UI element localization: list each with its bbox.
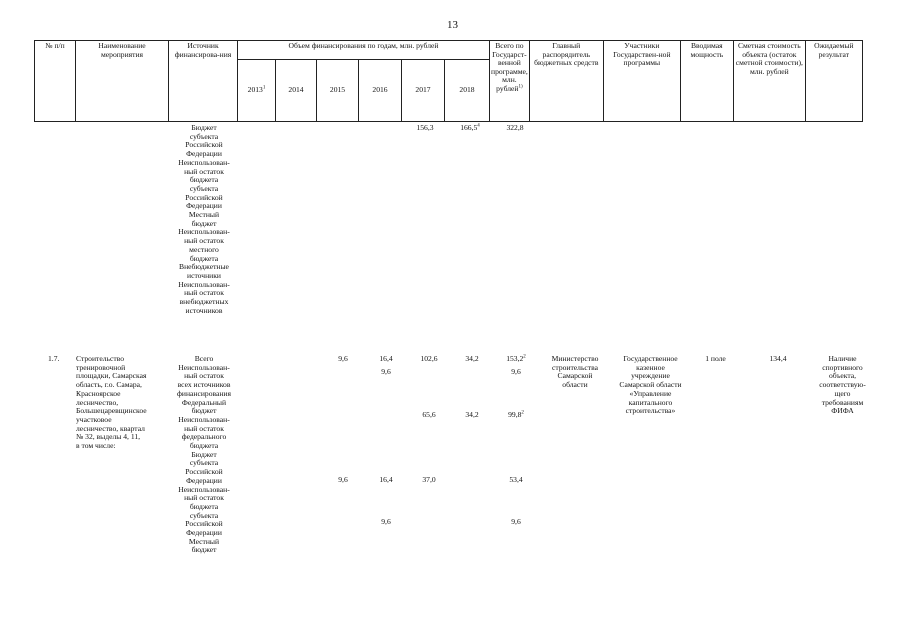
row-result: Наличие спортивного объекта, соответствую- щего требованиям ФИФА: [819, 354, 866, 416]
header-participants: Участники Государствен-ной программы: [603, 41, 680, 122]
cell-2017: 102,6: [420, 354, 438, 363]
cell-2015: 9,6: [338, 354, 348, 363]
cell-total: 9,6: [511, 517, 521, 526]
cell-2017: 37,0: [422, 475, 436, 484]
header-total: Всего по Государст-венной программе, млн. рублей$^{1)}$: [490, 41, 530, 122]
header-capacity: Вводимая мощность: [680, 41, 733, 122]
row-number: 1.7.: [48, 354, 60, 363]
row-manager: Министерство строительства Самарской области: [551, 354, 599, 390]
header-year: 2013$^1$: [238, 60, 276, 122]
cell-2018: 34,2: [465, 354, 479, 363]
cell-2016: 9,6: [381, 367, 391, 376]
header-num: № п/п: [35, 41, 76, 122]
row-participants: Государственное казенное учреждение Самарской области «Управление капитального строительства»: [619, 354, 682, 416]
page-number: 13: [447, 19, 458, 31]
source-list: Всего Неиспользован- ный остаток всех источников финансирования Федеральный бюджет Неиспользован- ный остаток федерального бюджета Бюджет субъекта Российской Федерации Неиспользован- ный остаток бюджета субъекта Российской Федерации Местный бюджет: [177, 354, 231, 555]
source-list-continuation: Бюджет субъекта Российской Федерации Неиспользован- ный остаток бюджета субъекта Российской Федерации Местный бюджет Неиспользован- ный остаток местного бюджета Внебюджетные источники Неиспользован- ный остаток внебюджетных источников: [178, 123, 230, 315]
cell-2018: 166,5$^4$: [460, 123, 480, 132]
header-result: Ожидаемый результат: [805, 41, 862, 122]
header-source: Источник финансирова-ния: [169, 41, 238, 122]
cell-2016: 9,6: [381, 517, 391, 526]
header-volume-title: Объем финансирования по годам, млн. рублей: [238, 41, 490, 60]
table-header: [34, 40, 863, 122]
row-estimate: 134,4: [769, 354, 787, 363]
row-name: Строительство тренировочной площадки, Самарская область, г.о. Самара, Красноярское лесничество, Большецаревщинское участковое лесничество, квартал № 32, выделы 4, 11, в том числе:: [76, 354, 147, 451]
cell-total: 153,2$^2$: [506, 354, 526, 363]
header-year: 2014: [276, 60, 317, 122]
cell-total: 9,6: [511, 367, 521, 376]
header-year: 2017: [402, 60, 445, 122]
cell-total: 99,8$^2$: [508, 410, 524, 419]
cell-2015: 9,6: [338, 475, 348, 484]
cell-total: 53,4: [509, 475, 523, 484]
header-name: Наименование мероприятия: [76, 41, 169, 122]
row-capacity: 1 поле: [705, 354, 726, 363]
header-year: 2018: [445, 60, 490, 122]
cell-2016: 16,4: [379, 354, 393, 363]
header-estimate: Сметная стоимость объекта (остаток сметной стоимости), млн. рублей: [733, 41, 805, 122]
header-year: 2015: [317, 60, 359, 122]
cell-2017: 65,6: [422, 410, 436, 419]
cell-2017: 156,3: [416, 123, 434, 132]
header-manager: Главный распорядитель бюджетных средств: [529, 41, 603, 122]
cell-total: 322,8: [506, 123, 524, 132]
cell-2018: 34,2: [465, 410, 479, 419]
cell-2016: 16,4: [379, 475, 393, 484]
header-year: 2016: [359, 60, 402, 122]
